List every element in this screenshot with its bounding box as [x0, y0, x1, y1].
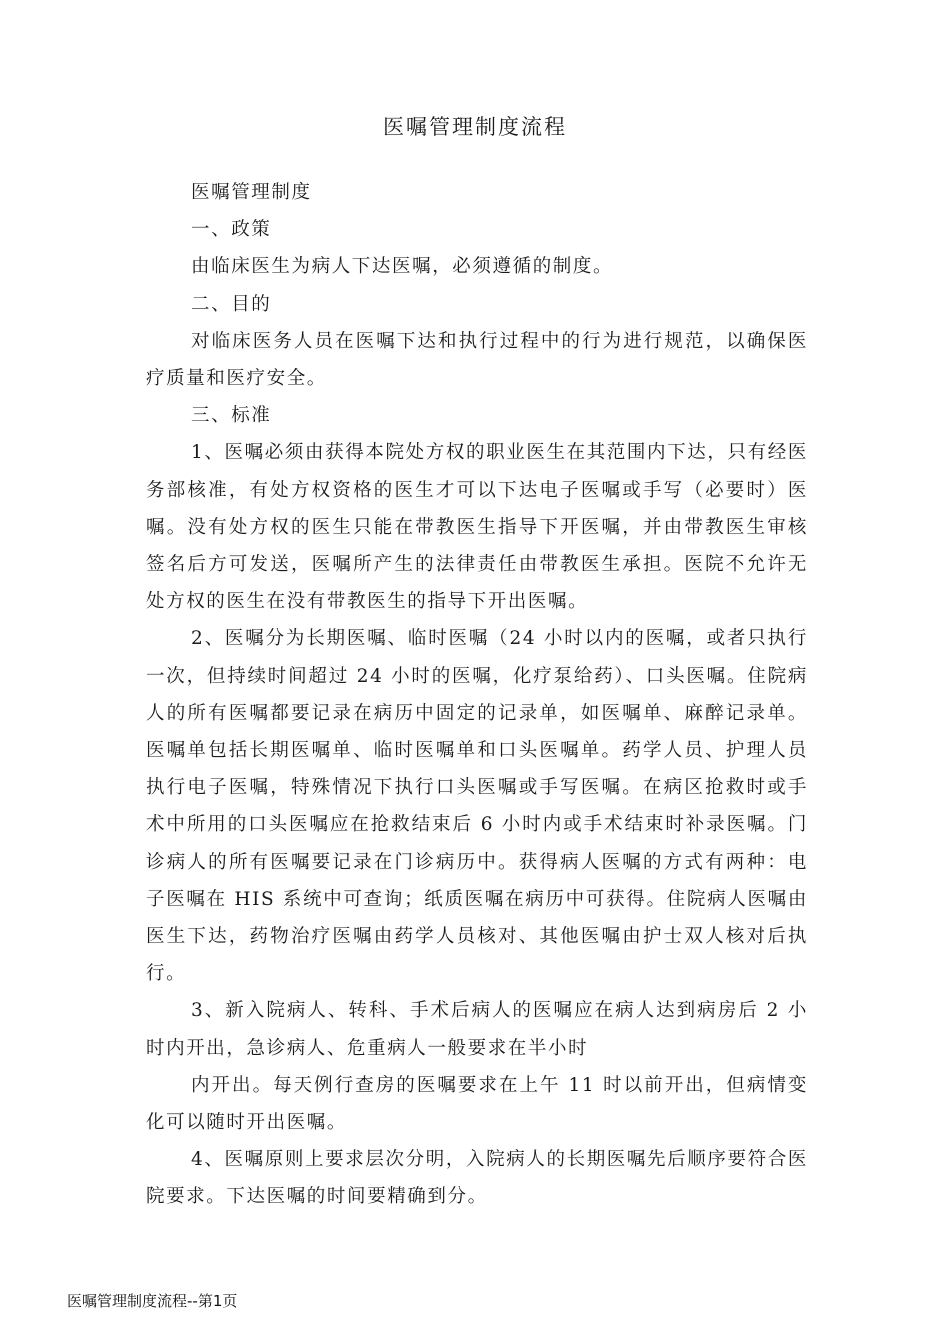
policy-paragraph: 由临床医生为病人下达医嘱，必须遵循的制度。: [191, 256, 614, 278]
standard-item-4: 4、医嘱原则上要求层次分明，入院病人的长期医嘱先后顺序要符合医院要求。下达医嘱的时间要精确到分。: [146, 1149, 808, 1208]
standard-item-2: 2、医嘱分为长期医嘱、临时医嘱（24 小时以内的医嘱，或者只执行一次，但持续时间超过 24 小时的医嘱，化疗泵给药）、口头医嘱。住院病人的所有医嘱都要记录在病历中固定的记录单，如医嘱单、麻醉记录单。医嘱单包括长期医嘱单、临时医嘱单和口头医嘱单。药学人员、护理人员执行电子医嘱，特殊情况下执行口头医嘱或手写医嘱。在病区抢救时或手术中所用的口头医嘱应在抢救结束后 6 小时内或手术结束时补录医嘱。门诊病人的所有医嘱要记录在门诊病历中。获得病人医嘱的方式有两种：电子医嘱在 HIS 系统中可查询；纸质医嘱在病历中可获得。住院病人医嘱由医生下达，药物治疗医嘱由药学人员核对、其他医嘱由护士双人核对后执行。: [146, 628, 808, 985]
standard-item-3: 3、新入院病人、转科、手术后病人的医嘱应在病人达到病房后 2 小时内开出，急诊病人、危重病人一般要求在半小时: [146, 1000, 808, 1059]
document-title: 医嘱管理制度流程: [383, 115, 567, 139]
section-heading-policy: 一、政策: [191, 219, 272, 241]
section-heading-standard: 三、标准: [191, 405, 272, 427]
page-footer: 医嘱管理制度流程--第1页: [67, 1292, 238, 1310]
purpose-paragraph: 对临床医务人员在医嘱下达和执行过程中的行为进行规范，以确保医疗质量和医疗安全。: [146, 330, 808, 390]
document-body: [146, 174, 808, 1216]
section-heading-regulation: 医嘱管理制度: [191, 182, 312, 203]
section-heading-purpose: 二、目的: [191, 293, 272, 315]
standard-item-1: 1、医嘱必须由获得本院处方权的职业医生在其范围内下达，只有经医务部核准，有处方权资格的医生才可以下达电子医嘱或手写（必要时）医嘱。没有处方权的医生只能在带教医生指导下开医嘱，并由带教医生审核签名后方可发送，医嘱所产生的法律责任由带教医生承担。医院不允许无处方权的医生在没有带教医生的指导下开出医嘱。: [146, 442, 808, 613]
standard-item-3-continued: 内开出。每天例行查房的医嘱要求在上午 11 时以前开出，但病情变化可以随时开出医嘱。: [146, 1074, 808, 1134]
